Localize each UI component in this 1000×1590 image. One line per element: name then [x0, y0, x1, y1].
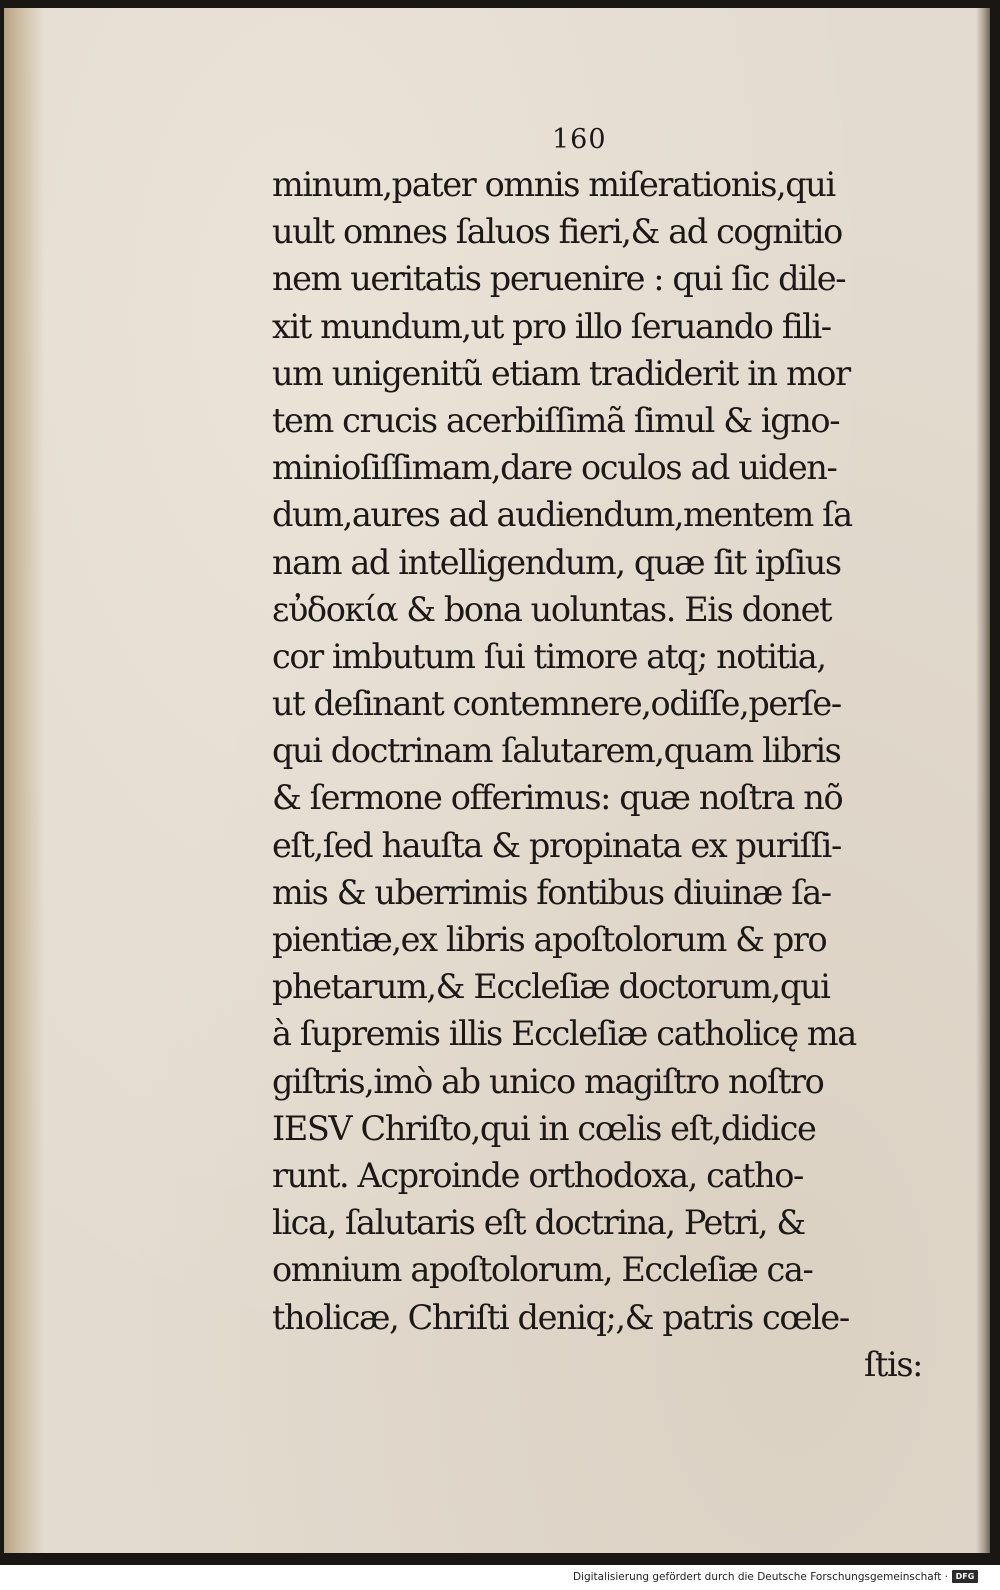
text-line: tem crucis acerbiſſimã ſimul & igno-: [272, 400, 840, 440]
text-line: εὐδοκία & bona uoluntas. Eis donet: [272, 589, 832, 629]
catchword: ſtis:: [863, 1344, 922, 1384]
text-line: um unigenitũ etiam tradiderit in mor: [272, 353, 850, 393]
text-line: IESV Chriſto,qui in cœlis eſt,didice: [272, 1108, 816, 1148]
text-line: ut deſinant contemnere,odiſſe,perſe-: [272, 684, 841, 724]
page-number: 160: [552, 124, 607, 155]
text-line: uult omnes ſaluos fieri,& ad cognitio: [272, 212, 842, 252]
text-line: tholicæ, Chriſti deniq;,& patris cœle-: [272, 1297, 849, 1337]
text-line: eſt,ſed hauſta & propinata ex puriſſi-: [272, 825, 841, 865]
text-line: & ſermone offerimus: quæ noſtra nõ: [272, 778, 843, 818]
text-line: minum,pater omnis miſerationis,qui: [272, 165, 835, 204]
text-line: omnium apoſtolorum, Eccleſiæ ca-: [272, 1250, 813, 1290]
funding-credit: Digitalisierung gefördert durch die Deutsche Forschungsgemeinschaft ·: [572, 1571, 948, 1583]
text-line: nam ad intelligendum, quæ ſit ipſius: [272, 542, 841, 582]
dfg-logo: DFG: [952, 1570, 978, 1583]
text-line: minioſiſſimam,dare oculos ad uiden-: [272, 448, 837, 488]
book-page: [4, 8, 990, 1553]
text-line: qui doctrinam ſalutarem,quam libris: [272, 731, 841, 771]
text-line: à ſupremis illis Eccleſiæ catholicę ma: [272, 1014, 856, 1054]
text-line: cor imbutum ſui timore atq; notitia,: [272, 636, 826, 676]
text-block: [272, 161, 932, 1388]
text-line: giſtris,imò ab unico magiſtro noſtro: [272, 1061, 824, 1101]
page-gutter: [4, 8, 44, 1553]
text-line: nem ueritatis peruenire : qui ſic dile-: [272, 259, 846, 299]
text-line: runt. Acproinde orthodoxa, catho-: [272, 1155, 803, 1195]
text-line: dum,aures ad audiendum,mentem ſa: [272, 495, 852, 535]
text-line: xit mundum,ut pro illo ſeruando fili-: [272, 306, 831, 346]
footer-bar: [0, 1565, 1000, 1590]
text-line: mis & uberrimis fontibus diuinæ ſa-: [272, 872, 831, 912]
text-line: pientiæ,ex libris apoſtolorum & pro: [272, 920, 827, 959]
text-line: phetarum,& Eccleſiæ doctorum,qui: [272, 967, 830, 1007]
page-edge: [976, 8, 990, 1553]
text-line: lica, ſalutaris eſt doctrina, Petri, &: [272, 1203, 805, 1243]
